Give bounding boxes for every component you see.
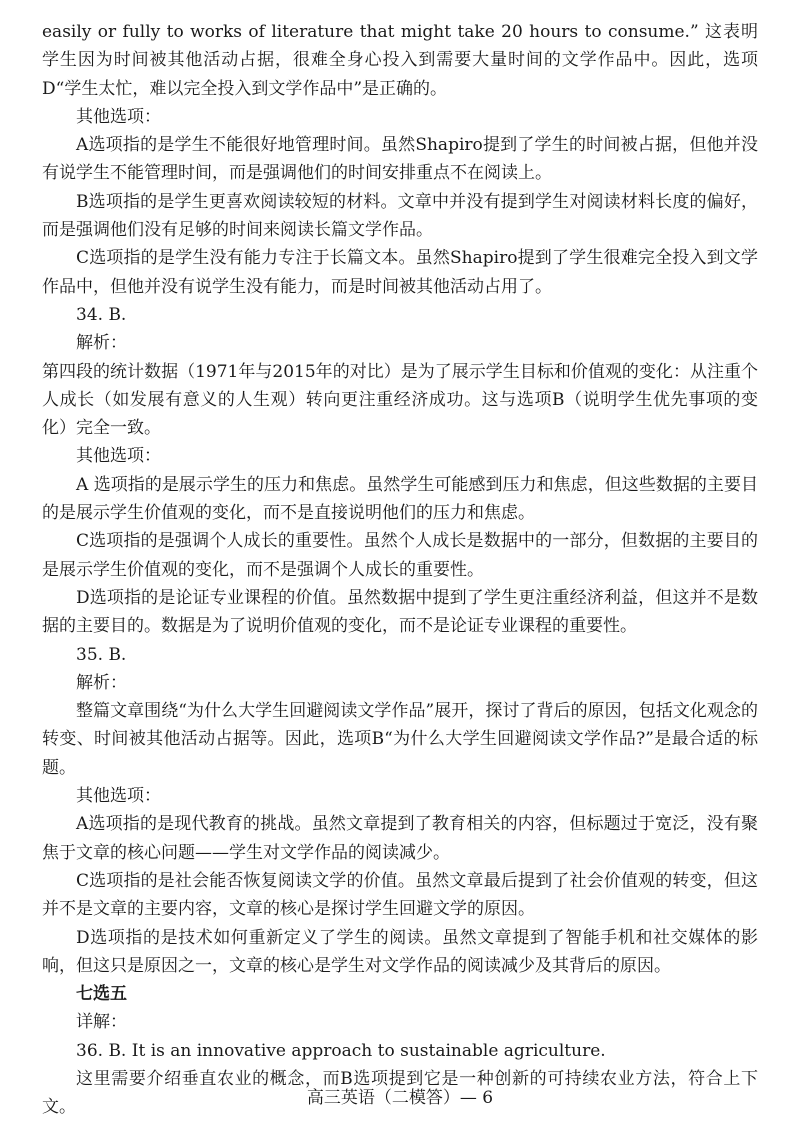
detail-label: 详解： bbox=[76, 1012, 127, 1033]
q36-answer: 36. B. It is an innovative approach to sustainable agriculture. bbox=[76, 1040, 606, 1061]
q35-option-d-explanation: D选项指的是技术如何重新定义了学生的阅读。虽然文章提到了智能手机和社交媒体的影响，但这只是原因之一，文章的核心是学生对文学作品的阅读减少及其背后的原因。 bbox=[42, 927, 758, 976]
q33-option-c-explanation: C选项指的是学生没有能力专注于长篇文本。虽然Shapiro提到了学生很难完全投入到文学作品中，但他并没有说学生没有能力，而是时间被其他活动占用了。 bbox=[42, 248, 758, 297]
q36-explanation: 这里需要介绍垂直农业的概念，而B选项提到它是一种创新的可持续农业方法，符合上下文。 bbox=[42, 1068, 758, 1118]
q33-option-a-explanation: A选项指的是学生不能很好地管理时间。虽然Shapiro提到了学生的时间被占据，但他并没有说学生不能管理时间，而是强调他们的时间安排重点不在阅读上。 bbox=[42, 135, 758, 184]
q34-option-a-explanation: A 选项指的是展示学生的压力和焦虑。虽然学生可能感到压力和焦虑，但这些数据的主要目的是展示学生价值观的变化，而不是直接说明他们的压力和焦虑。 bbox=[42, 474, 758, 524]
q34-option-d-explanation: D选项指的是论证专业课程的价值。虽然数据中提到了学生更注重经济利益，但这并不是数据的主要目的。数据是为了说明价值观的变化，而不是论证专业课程的重要性。 bbox=[42, 587, 758, 637]
paragraph-q33-conclusion: easily or fully to works of literature that might take 20 hours to consume.” 这表明学生因为时间被其他活动占据，很难全身心投入到需要大量时间的文学作品中。因此，选项D“学生太忙，难以完全投入到文学作品中”是正确的。 bbox=[42, 22, 758, 99]
q35-answer: 35. B. bbox=[76, 644, 127, 665]
q34-analysis-label: 解析： bbox=[76, 333, 127, 354]
q33-option-b-explanation: B选项指的是学生更喜欢阅读较短的材料。文章中并没有提到学生对阅读材料长度的偏好，而是强调他们没有足够的时间来阅读长篇文学作品。 bbox=[42, 191, 758, 241]
q34-answer: 34. B. bbox=[76, 304, 127, 325]
other-options-label: 其他选项： bbox=[76, 446, 161, 467]
q35-analysis-label: 解析： bbox=[76, 672, 127, 693]
q35-option-a-explanation: A选项指的是现代教育的挑战。虽然文章提到了教育相关的内容，但标题过于宽泛，没有聚焦于文章的核心问题——学生对文学作品的阅读减少。 bbox=[42, 814, 758, 863]
section-heading: 七选五 bbox=[76, 984, 127, 1005]
other-options-label: 其他选项： bbox=[76, 786, 161, 807]
q34-analysis: 第四段的统计数据（1971年与2015年的对比）是为了展示学生目标和价值观的变化：从注重个人成长（如发展有意义的人生观）转向更注重经济成功。这与选项B（说明学生优先事项的变化）完全一致。 bbox=[42, 361, 758, 439]
other-options-label: 其他选项： bbox=[76, 106, 161, 127]
q35-option-c-explanation: C选项指的是社会能否恢复阅读文学的价值。虽然文章最后提到了社会价值观的转变，但这并不是文章的主要内容，文章的核心是探讨学生回避文学的原因。 bbox=[42, 870, 758, 920]
q34-option-c-explanation: C选项指的是强调个人成长的重要性。虽然个人成长是数据中的一部分，但数据的主要目的是展示学生价值观的变化，而不是强调个人成长的重要性。 bbox=[42, 531, 758, 580]
page-footer: 高三英语（二模答）— 6 bbox=[306, 1088, 494, 1108]
q35-analysis: 整篇文章围绕“为什么大学生回避阅读文学作品”展开，探讨了背后的原因，包括文化观念的转变、时间被其他活动占据等。因此，选项B“为什么大学生回避阅读文学作品?”是最合适的标题。 bbox=[42, 701, 758, 778]
